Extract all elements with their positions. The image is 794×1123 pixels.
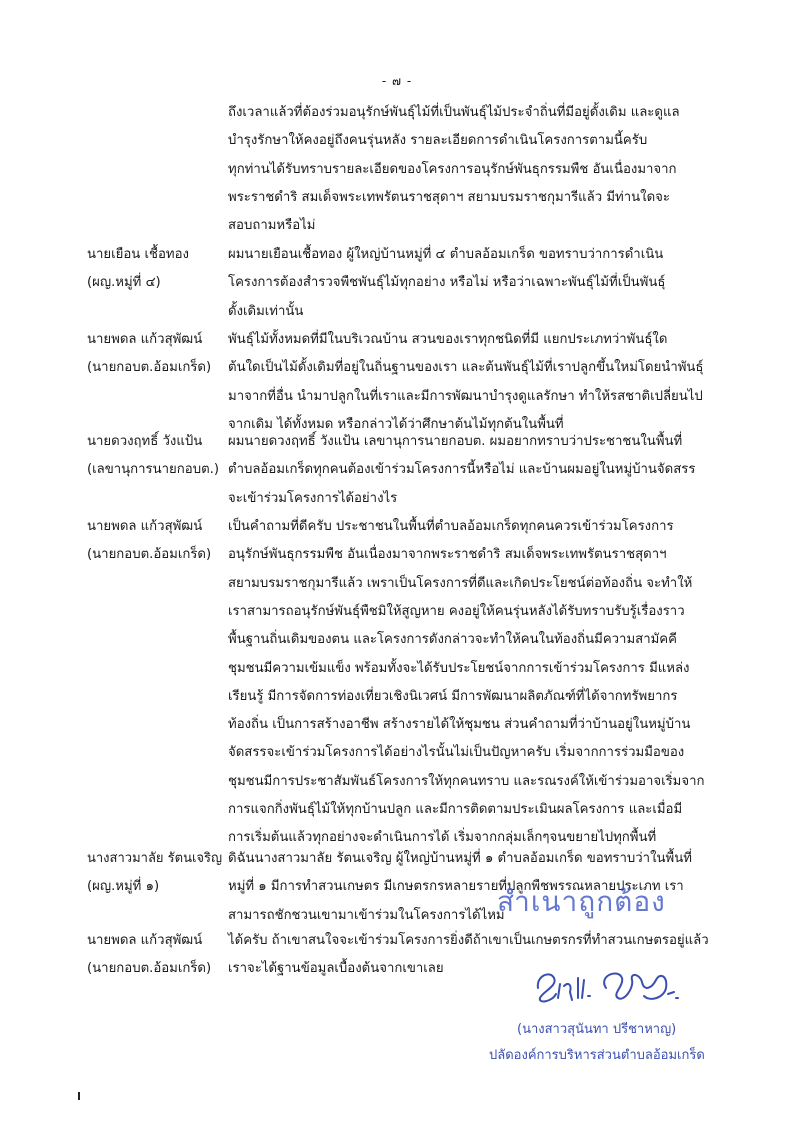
statement-line: จัดสรรจะเข้าร่วมโครงการได้อย่างไรนั้นไม่เป็นปัญหาครับ เริ่มจากการร่วมมือของ xyxy=(228,745,685,761)
statement-line: การแจกกิ่งพันธุ์ไม้ให้ทุกบ้านปลูก และมีการติดตามประเมินผลโครงการ และเมื่อมี xyxy=(228,802,683,817)
statement-line: จะเข้าร่วมโครงการได้อย่างไร xyxy=(228,490,398,506)
speaker-label: (นายกอบต.อ้อมเกร็ด) xyxy=(87,547,212,563)
statement-line: หมู่ที่ ๑ มีการทำสวนเกษตร มีเกษตรกรหลายรายที่ปลูกพืชพรรณหลายประเภท เรา xyxy=(228,879,684,895)
statement-line: จากเดิม ได้ทั้งหมด หรือกล่าวได้ว่าศึกษาต้นไม้ทุกต้นในพื้นที่ xyxy=(228,416,564,432)
speaker-label: นายเยือน เชื้อทอง xyxy=(87,247,189,262)
statement-line: เป็นคำถามที่ดีครับ ประชาชนในพื้นที่ตำบลอ้อมเกร็ดทุกคนควรเข้าร่วมโครงการ xyxy=(228,519,674,534)
speaker-label: นางสาวมาลัย รัตนเจริญ xyxy=(87,851,223,866)
certified-copy-stamp: สำเนาถูกต้อง xyxy=(497,885,666,918)
statement-line: พื้นฐานถิ่นเดิมของตน และโครงการดังกล่าวจะทำให้คนในท้องถิ่นมีความสามัคคี xyxy=(228,632,677,648)
statement-line: สามารถชักชวนเขามาเข้าร่วมในโครงการได้ไหม xyxy=(228,907,505,923)
statement-line: อนุรักษ์พันธุกรรมพืช อันเนื่องมาจากพระราชดำริ สมเด็จพระเทพรัตนราชสุดาฯ xyxy=(228,547,667,563)
statement-line: ได้ครับ ถ้าเขาสนใจจะเข้าร่วมโครงการยิ่งดีถ้าเขาเป็นเกษตรกรที่ทำสวนเกษตรอยู่แล้ว xyxy=(228,933,709,948)
statement-line: มาจากที่อื่น นำมาปลูกในที่เราและมีการพัฒนาบำรุงดูแลรักษา ทำให้รสชาติเปลี่ยนไป xyxy=(228,388,703,404)
speaker-label: นายพดล แก้วสุพัฒน์ xyxy=(87,519,203,534)
statement-line: ตำบลอ้อมเกร็ดทุกคนต้องเข้าร่วมโครงการนี้หรือไม่ และบ้านผมอยู่ในหมู่บ้านจัดสรร xyxy=(228,462,696,478)
speaker-label: นายดวงฤทธิ์ วังแป้น xyxy=(87,434,203,449)
statement-line: ดิฉันนางสาวมาลัย รัตนเจริญ ผู้ใหญ่บ้านหมู่ที่ ๑ ตำบลอ้อมเกร็ด ขอทราบว่าในพื้นที่ xyxy=(228,851,692,866)
statement-line: ดั้งเดิมเท่านั้น xyxy=(228,303,304,319)
statement-line: พระราชดำริ สมเด็จพระเทพรัตนราชสุดาฯ สยามบรมราชกุมารีแล้ว มีท่านใดจะ xyxy=(228,189,670,205)
statement-line: ผมนายดวงฤทธิ์ วังแป้น เลขานุการนายกอบต. ผมอยากทราบว่าประชาชนในพื้นที่ xyxy=(228,434,683,449)
statement-line: ผมนายเยือนเชื้อทอง ผู้ใหญ่บ้านหมู่ที่ ๔ ตำบลอ้อมเกร็ด ขอทราบว่าการดำเนิน xyxy=(228,247,664,262)
speaker-label: นายพดล แก้วสุพัฒน์ xyxy=(87,332,203,347)
statement-line: การเริ่มต้นแล้วทุกอย่างจะดำเนินการได้ เริ่มจากกลุ่มเล็กๆจนขยายไปทุกพื้นที่ xyxy=(228,830,657,846)
statement-line: โครงการต้องสำรวจพืชพันธุ์ไม้ทุกอย่าง หรือไม่ หรือว่าเฉพาะพันธุ์ไม้ที่เป็นพันธุ์ xyxy=(228,275,666,291)
speaker-label: (นายกอบต.อ้อมเกร็ด) xyxy=(87,360,212,376)
statement-line: พันธุ์ไม้ทั้งหมดที่มีในบริเวณบ้าน สวนของเราทุกชนิดที่มี แยกประเภทว่าพันธุ์ใด xyxy=(228,332,668,347)
statement-line: ทุกท่านได้รับทราบรายละเอียดของโครงการอนุรักษ์พันธุกรรมพืช อันเนื่องมาจาก xyxy=(228,161,677,177)
speaker-label: นายพดล แก้วสุพัฒน์ xyxy=(87,933,203,948)
statement-line: เราสามารถอนุรักษ์พันธุ์พืชมิให้สูญหาย คงอยู่ให้คนรุ่นหลังได้รับทราบรับรู้เรื่องราว xyxy=(228,603,685,619)
statement-line: บำรุงรักษาให้คงอยู่ถึงคนรุ่นหลัง รายละเอียดการดำเนินโครงการตามนี้ครับ xyxy=(228,133,648,149)
signer-name: (นางสาวสุนันทา ปรีชาหาญ) xyxy=(517,1022,677,1037)
handwritten-signature xyxy=(528,958,698,1008)
scan-edge-mark xyxy=(78,1092,80,1100)
statement-line: สยามบรมราชกุมารีแล้ว เพราเป็นโครงการที่ดีและเกิดประโยชน์ต่อท้องถิ่น จะทำให้ xyxy=(228,575,693,591)
signer-title: ปลัดองค์การบริหารส่วนตำบลอ้อมเกร็ด xyxy=(489,1048,705,1063)
statement-line: ต้นใดเป็นไม้ดั้งเดิมที่อยู่ในถิ่นฐานของเรา และต้นพันธุ์ไม้ที่เราปลูกขึ้นใหม่โดยนำพันธุ์ xyxy=(228,360,704,376)
statement-line: เราจะได้ฐานข้อมูลเบื้องต้นจากเขาเลย xyxy=(228,961,444,977)
statement-line: ท้องถิ่น เป็นการสร้างอาชีพ สร้างรายได้ให้ชุมชน ส่วนคำถามที่ว่าบ้านอยู่ในหมู่บ้าน xyxy=(228,717,691,733)
statement-line: ชุมชนมีความเข้มแข็ง พร้อมทั้งจะได้รับประโยชน์จากการเข้าร่วมโครงการ มีแหล่ง xyxy=(228,660,690,676)
statement-line: ชุมชนมีการประชาสัมพันธ์โครงการให้ทุกคนทราบ และรณรงค์ให้เข้าร่วมอาจเริ่มจาก xyxy=(228,773,705,789)
speaker-label: (นายกอบต.อ้อมเกร็ด) xyxy=(87,961,212,977)
statement-line: เรียนรู้ มีการจัดการท่องเที่ยวเชิงนิเวศน์ มีการพัฒนาผลิตภัณฑ์ที่ได้จากทรัพยากร xyxy=(228,688,678,704)
speaker-label: (ผญ.หมู่ที่ ๔) xyxy=(87,275,161,291)
speaker-label: (ผญ.หมู่ที่ ๑) xyxy=(87,879,160,895)
statement-line: สอบถามหรือไม่ xyxy=(228,218,316,234)
speaker-label: (เลขานุการนายกอบต.) xyxy=(87,462,219,478)
statement-line: ถึงเวลาแล้วที่ต้องร่วมอนุรักษ์พันธุ์ไม้ที่เป็นพันธุ์ไม้ประจำถิ่นที่มีอยู่ดั้งเดิม และดูแล xyxy=(228,105,680,120)
page-number: - ๗ - xyxy=(381,74,413,88)
